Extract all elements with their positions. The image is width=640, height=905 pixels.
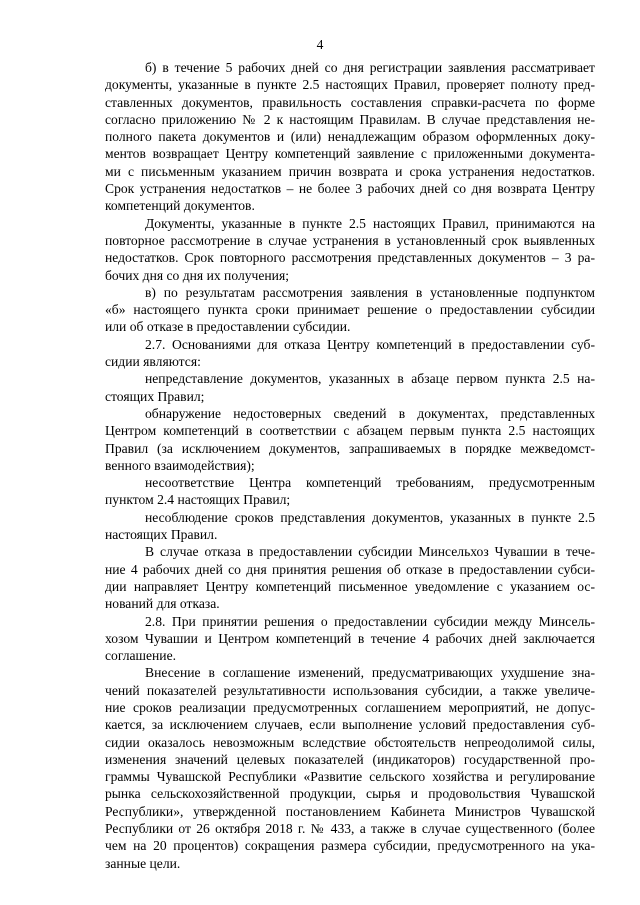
text-line: ние сроков реализации предусмотренных соглашением мероприятий, не допус- — [105, 699, 595, 715]
text-line: Республики от 26 октября 2018 г. № 433, а также в случае существенного (более — [105, 821, 595, 837]
text-line: недостатков. Срок повторного рассмотрения представленных документов – 3 ра- — [105, 250, 595, 266]
text-line: стоящих Правил; — [105, 388, 205, 404]
text-line: Центром компетенций в соответствии с абзацем первым пункта 2.5 настоящих — [105, 423, 595, 439]
text-line: Внесение в соглашение изменений, предусматривающих ухудшение зна- — [145, 665, 595, 681]
text-line: кается, за исключением случаев, если выполнение условий предоставления суб- — [105, 717, 595, 733]
text-line: Срок устранения недостатков – не более 3 рабочих дней со дня возврата Центру — [105, 181, 595, 197]
text-line: соглашение. — [105, 648, 177, 664]
text-line: несоблюдение сроков представления документов, указанных в пункте 2.5 — [145, 509, 595, 525]
document-body — [105, 59, 595, 872]
text-line: бочих дня со дня их получения; — [105, 267, 289, 283]
text-line: сидии являются: — [105, 354, 201, 370]
text-line: граммы Чувашской Республики «Развитие сельского хозяйства и регулирование — [105, 769, 595, 785]
text-line: занные цели. — [105, 855, 181, 871]
text-line: 2.8. При принятии решения о предоставлении субсидии между Минсель- — [145, 613, 595, 629]
text-line: изменения значений целевых показателей (индикаторов) государственной про- — [105, 751, 595, 767]
text-line: согласно приложению № 2 к настоящим Правилам. В случае представления не- — [105, 111, 595, 127]
text-line: дии направляет Центру компетенций письменное уведомление с указанием ос- — [105, 578, 595, 594]
text-line: рынка сельскохозяйственной продукции, сырья и продовольствия Чувашской — [105, 786, 595, 802]
text-line: компетенций документов. — [105, 198, 255, 214]
text-line: полного пакета документов и (или) ненадлежащим образом оформленных доку- — [105, 129, 595, 145]
text-line: венного взаимодействия); — [105, 457, 255, 473]
text-line: нований для отказа. — [105, 596, 220, 612]
text-line: непредставление документов, указанных в абзаце первом пункта 2.5 на- — [145, 371, 595, 387]
text-line: ние 4 рабочих дней со дня принятия решения об отказе в предоставлении субси- — [105, 561, 595, 577]
text-line: настоящих Правил. — [105, 527, 218, 543]
text-line: сидии оказалось невозможным вследствие обстоятельств непреодолимой силы, — [105, 734, 595, 750]
text-line: Документы, указанные в пункте 2.5 настоящих Правил, принимаются на — [145, 215, 595, 231]
text-line: б) в течение 5 рабочих дней со дня регистрации заявления рассматривает — [145, 60, 595, 75]
page-number: 4 — [316, 37, 324, 52]
text-line: «б» настоящего пункта сроки принимает решение о предоставлении субсидии — [105, 302, 595, 318]
text-line: Правил (за исключением документов, запрашиваемых в порядке межведомст- — [105, 440, 595, 456]
text-line: документы, указанные в пункте 2.5 настоящих Правил, проверяет полноту пред- — [105, 77, 595, 93]
text-line: хозом Чувашии и Центром компетенций в течение 4 рабочих дней заключается — [105, 630, 595, 646]
text-line: В случае отказа в предоставлении субсидии Минсельхоз Чувашии в тече- — [145, 544, 595, 560]
text-line: несоответствие Центра компетенций требованиям, предусмотренным — [145, 475, 595, 491]
text-line: повторное рассмотрение в случае устранения в установленный срок выявленных — [105, 232, 595, 248]
text-line: ми с письменным указанием причин возврата и срока устранения недостатков. — [105, 163, 595, 179]
text-line: ставленных документов, правильность составления справки-расчета по форме — [105, 94, 595, 110]
text-line: Республики», утвержденной постановлением Кабинета Министров Чувашской — [105, 803, 595, 819]
text-line: обнаружение недостоверных сведений в документах, представленных — [145, 405, 595, 421]
text-line: пунктом 2.4 настоящих Правил; — [105, 492, 291, 508]
text-line: в) по результатам рассмотрения заявления в установленные подпунктом — [145, 284, 595, 300]
text-line: чений показателей результативности использования субсидии, а также увеличе- — [105, 682, 595, 698]
text-line: ментов возвращает Центру компетенций заявление с приложенными документа- — [105, 146, 595, 162]
text-line: 2.7. Основаниями для отказа Центру компетенций в предоставлении суб- — [145, 336, 595, 352]
text-line: или об отказе в предоставлении субсидии. — [105, 319, 351, 335]
text-line: чем на 20 процентов) сокращения размера субсидии, предусмотренного на ука- — [105, 838, 595, 854]
